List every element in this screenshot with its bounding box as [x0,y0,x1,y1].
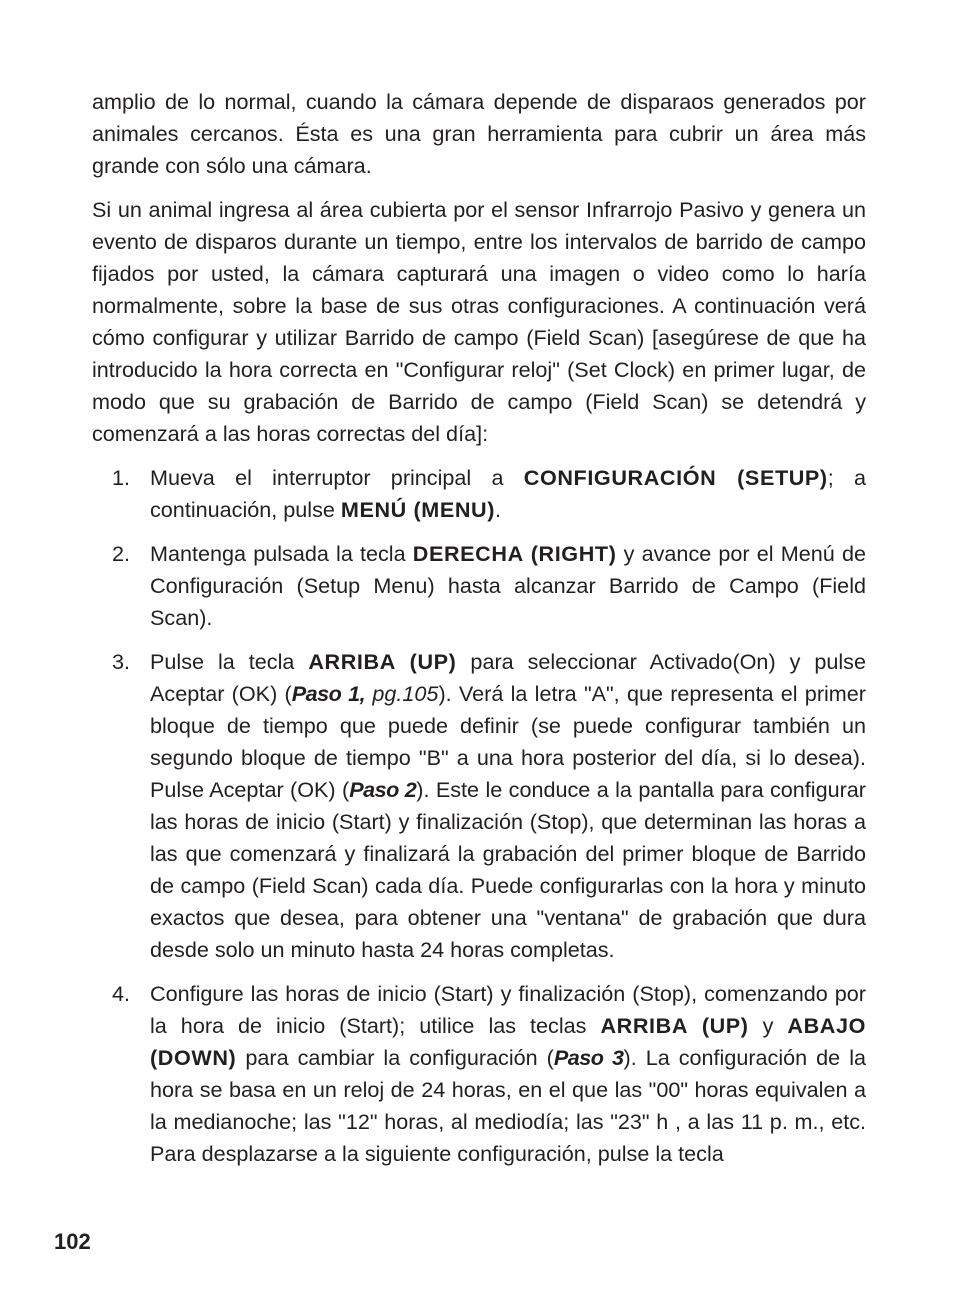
step-number: 4. [112,981,131,1006]
step-item [92,462,866,526]
step-text: ; a continuación, pulse [150,465,866,522]
step-text: para seleccionar Activado(On) y pulse Aceptar (OK) ( [150,649,866,706]
step-reference: Paso 2 [349,777,417,802]
page-number: 102 [54,1229,91,1254]
key-label: ABAJO (DOWN) [150,1013,866,1070]
page-reference: pg.105 [365,681,439,706]
step-text: Configure las horas de inicio (Start) y finalización (Stop), comenzando por la hora de inicio (Start); utilice las teclas [150,981,866,1038]
step-text: y [748,1013,788,1038]
step-number: 2. [112,541,131,566]
step-item [92,646,866,966]
step-text: ). Este le conduce a la pantalla para configurar las horas de inicio (Start) y finalización (Stop), que determinan las horas a las que comenzará y finalizará la grabación del primer bloque de Barrido de campo (Field Scan) cada día. Puede configurarlas con la hora y minuto exactos que desea, para obtener una "ventana" de grabación que dura desde solo un minuto hasta 24 horas completas. [150,777,866,962]
step-text: ). La configuración de la hora se basa en un reloj de 24 horas, en el que las "00" horas equivalen a la medianoche; las "12" horas, al mediodía; las "23" h , a las 11 p. m., etc. Para desplazarse a la siguiente configuración, pulse la tecla [150,1045,867,1166]
key-label: ARRIBA (UP) [600,1013,749,1038]
key-label: DERECHA (RIGHT) [412,541,617,566]
key-label: MENÚ (MENU) [340,497,496,522]
step-reference: Paso 1, [291,681,366,706]
paragraph: amplio de lo normal, cuando la cámara depende de disparaos generados por animales cercanos. Ésta es una gran herramienta para cubrir un área más grande con sólo una cámara. [92,89,866,178]
step-reference: Paso 3 [553,1045,624,1070]
step-text: Mantenga pulsada la tecla [150,541,413,566]
step-item [92,978,866,1170]
step-text: Mueva el interruptor principal a [150,465,524,490]
step-text: y avance por el Menú de Configuración (Setup Menu) hasta alcanzar Barrido de Campo (Field Scan). [150,541,866,630]
step-text: Pulse la tecla [150,649,309,674]
step-text: ). Verá la letra "A", que representa el primer bloque de tiempo que puede definir (se puede configurar también un segundo bloque de tiempo "B" a una hora posterior del día, si lo desea). Pulse Aceptar (OK) ( [150,681,866,802]
step-item [92,538,866,634]
steps-list [92,462,866,1170]
page-body [92,86,866,1182]
paragraph: Si un animal ingresa al área cubierta por el sensor Infrarrojo Pasivo y genera un evento de disparos durante un tiempo, entre los intervalos de barrido de campo fijados por usted, la cámara capturará una imagen o video como lo haría normalmente, sobre la base de sus otras configuraciones. A continuación verá cómo configurar y utilizar Barrido de campo (Field Scan) [asegúrese de que ha introducido la hora correcta en "Configurar reloj" (Set Clock) en primer lugar, de modo que su grabación de Barrido de campo (Field Scan) se detendrá y comenzará a las horas correctas del día]: [92,197,866,446]
step-number: 1. [112,465,131,490]
key-label: ARRIBA (UP) [308,649,457,674]
key-label: CONFIGURACIÓN (SETUP) [523,465,828,490]
step-number: 3. [112,649,131,674]
step-text: para cambiar la configuración ( [236,1045,554,1070]
step-text: . [495,497,502,522]
